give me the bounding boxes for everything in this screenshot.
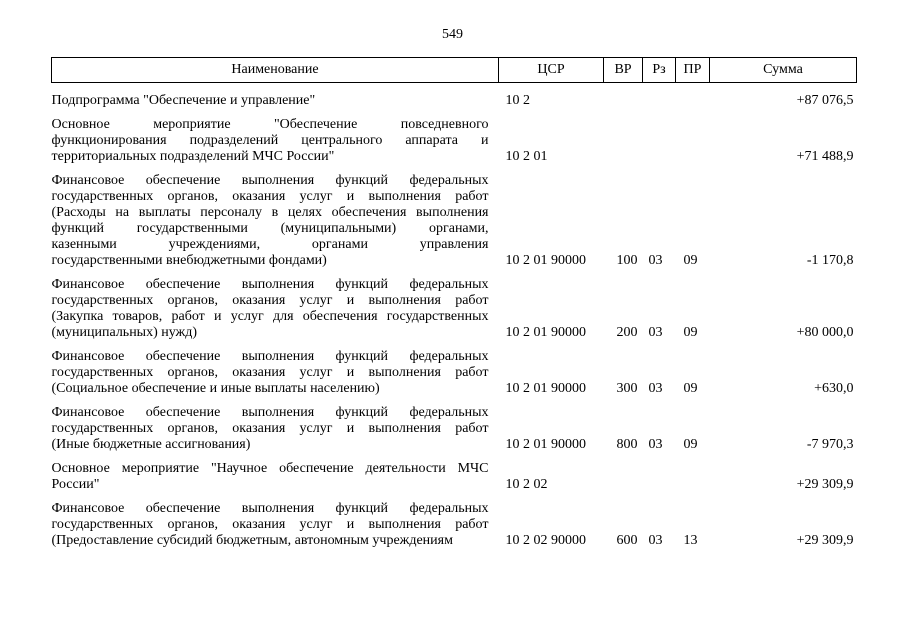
row-name-line: государственных органов, оказания услуг и выполнения работ xyxy=(51,293,489,308)
row-name xyxy=(52,165,499,269)
row-csr: 10 2 xyxy=(505,93,530,108)
row-name-line: (Социальное обеспечение и иные выплаты населению) xyxy=(51,381,380,396)
row-name-line: (Предоставление субсидий бюджетным, автономным учреждениям xyxy=(51,533,453,548)
row-name-line: государственных органов, оказания услуг и выполнения работ xyxy=(51,189,489,204)
row-sum: +29 309,9 xyxy=(796,533,854,548)
row-name-line: (Расходы на выплаты персоналу в целях обеспечения выполнения xyxy=(51,205,489,220)
row-name xyxy=(52,493,499,549)
row-name-line: функционирования подразделений центрального аппарата и xyxy=(51,133,489,148)
row-sum: +630,0 xyxy=(814,381,854,396)
row-sum: +87 076,5 xyxy=(796,93,854,108)
row-name-line: казенными учреждениями, органами управления xyxy=(51,237,489,252)
row-pr: 09 xyxy=(683,253,698,268)
row-sum: +29 309,9 xyxy=(796,477,854,492)
row-pr xyxy=(676,453,710,493)
row-name xyxy=(52,453,499,493)
header-pr: ПР xyxy=(676,58,710,83)
table-body xyxy=(52,83,857,550)
budget-table xyxy=(51,57,857,549)
row-name-line: Финансовое обеспечение выполнения функций федеральных xyxy=(51,349,489,364)
row-name-line: территориальных подразделений МЧС России" xyxy=(51,149,335,164)
header-rz: Рз xyxy=(643,58,676,83)
row-rz xyxy=(643,83,676,110)
row-csr: 10 2 01 90000 xyxy=(505,437,586,452)
row-rz: 03 xyxy=(648,253,663,268)
row-pr: 09 xyxy=(683,325,698,340)
row-rz: 03 xyxy=(648,325,663,340)
row-csr: 10 2 01 xyxy=(505,149,548,164)
row-name-line: (Иные бюджетные ассигнования) xyxy=(51,437,251,452)
header-name: Наименование xyxy=(52,58,499,83)
row-name-line: Основное мероприятие "Обеспечение повседневного xyxy=(51,117,489,132)
table-row xyxy=(52,493,857,549)
header-csr: ЦСР xyxy=(499,58,604,83)
header-vr: ВР xyxy=(604,58,643,83)
row-sum: +80 000,0 xyxy=(796,325,854,340)
row-name-line: России" xyxy=(51,477,100,492)
row-vr: 800 xyxy=(616,437,638,452)
row-rz: 03 xyxy=(648,381,663,396)
row-vr xyxy=(604,109,643,165)
row-vr: 300 xyxy=(616,381,638,396)
row-csr: 10 2 02 90000 xyxy=(505,533,586,548)
row-pr xyxy=(676,83,710,110)
row-name-line: государственных органов, оказания услуг и выполнения работ xyxy=(51,421,489,436)
row-rz xyxy=(643,453,676,493)
row-pr xyxy=(676,109,710,165)
row-pr: 09 xyxy=(683,437,698,452)
table-row xyxy=(52,83,857,110)
row-vr: 100 xyxy=(616,253,638,268)
row-name-line: государственными внебюджетными фондами) xyxy=(51,253,327,268)
table-row xyxy=(52,165,857,269)
row-vr: 200 xyxy=(616,325,638,340)
row-csr: 10 2 02 xyxy=(505,477,548,492)
row-name xyxy=(52,341,499,397)
row-name-line: Финансовое обеспечение выполнения функций федеральных xyxy=(51,405,489,420)
row-pr: 13 xyxy=(683,533,698,548)
row-name-line: (муниципальных) нужд) xyxy=(51,325,198,340)
row-name-line: государственных органов, оказания услуг и выполнения работ xyxy=(51,365,489,380)
row-sum: -7 970,3 xyxy=(806,437,854,452)
row-csr: 10 2 01 90000 xyxy=(505,325,586,340)
row-rz: 03 xyxy=(648,533,663,548)
table-row xyxy=(52,453,857,493)
row-name xyxy=(52,269,499,341)
row-vr xyxy=(604,453,643,493)
row-name xyxy=(52,83,499,110)
row-name-line: Финансовое обеспечение выполнения функций федеральных xyxy=(51,501,489,516)
row-rz xyxy=(643,109,676,165)
row-name-line: Финансовое обеспечение выполнения функций федеральных xyxy=(51,173,489,188)
header-sum: Сумма xyxy=(710,58,857,83)
row-pr: 09 xyxy=(683,381,698,396)
row-csr: 10 2 01 90000 xyxy=(505,253,586,268)
row-rz: 03 xyxy=(648,437,663,452)
table-row xyxy=(52,109,857,165)
row-vr: 600 xyxy=(616,533,638,548)
table-row xyxy=(52,341,857,397)
row-vr xyxy=(604,83,643,110)
table-row xyxy=(52,269,857,341)
row-name-line: Подпрограмма "Обеспечение и управление" xyxy=(51,93,316,108)
table-row xyxy=(52,397,857,453)
row-name-line: (Закупка товаров, работ и услуг для обеспечения государственных xyxy=(51,309,489,324)
row-name xyxy=(52,397,499,453)
row-name-line: функций государственными (муниципальными) органами, xyxy=(51,221,489,236)
row-sum: +71 488,9 xyxy=(796,149,854,164)
row-name xyxy=(52,109,499,165)
row-csr: 10 2 01 90000 xyxy=(505,381,586,396)
row-name-line: Финансовое обеспечение выполнения функций федеральных xyxy=(51,277,489,292)
row-sum: -1 170,8 xyxy=(806,253,854,268)
row-name-line: Основное мероприятие "Научное обеспечение деятельности МЧС xyxy=(51,461,489,476)
row-name-line: государственных органов, оказания услуг и выполнения работ xyxy=(51,517,489,532)
page-number: 549 xyxy=(442,27,463,42)
table-header-row xyxy=(52,58,857,83)
